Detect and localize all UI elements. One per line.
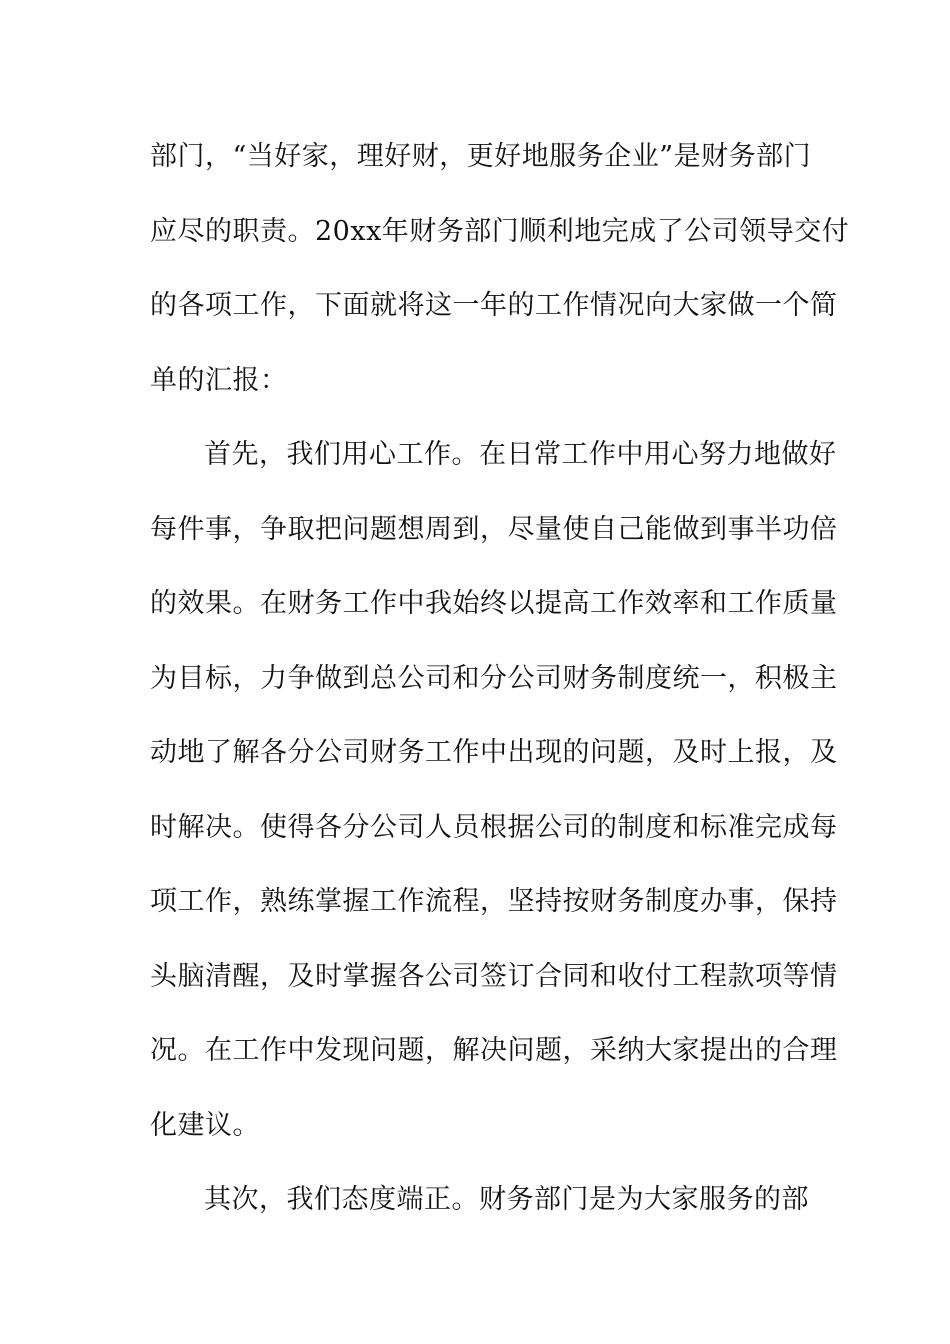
- text-line: 部门，“当好家，理好财，更好地服务企业”是财务部门: [150, 141, 812, 172]
- text-line: 应尽的职责。20xx年财务部门顺利地完成了公司领导交付: [150, 215, 850, 247]
- paragraph-first-line: 首先，我们用心工作。在日常工作中用心努力地做好: [204, 439, 837, 470]
- text-line: 动地了解各分公司财务工作中出现的问题，及时上报，及: [150, 737, 838, 768]
- text-line: 为目标，力争做到总公司和分公司财务制度统一，积极主: [150, 662, 838, 694]
- text-line: 单的汇报：: [150, 364, 288, 396]
- text-line: 的各项工作，下面就将这一年的工作情况向大家做一个简: [150, 290, 838, 321]
- text-line: 况。在工作中发现问题，解决问题，采纳大家提出的合理: [150, 1035, 838, 1066]
- text-line: 头脑清醒，及时掌握各公司签订合同和收付工程款项等情: [150, 960, 838, 992]
- text-line: 项工作，熟练掌握工作流程，坚持按财务制度办事，保持: [150, 886, 838, 917]
- document-body: [150, 120, 850, 1238]
- paragraph-first-line: 其次，我们态度端正。财务部门是为大家服务的部: [204, 1184, 809, 1215]
- text-line: 时解决。使得各分公司人员根据公司的制度和标准完成每: [150, 811, 838, 843]
- text-line: 的效果。在财务工作中我始终以提高工作效率和工作质量: [150, 588, 838, 619]
- text-line: 每件事，争取把问题想周到，尽量使自己能做到事半功倍: [150, 513, 838, 545]
- text-line: 化建议。: [150, 1109, 260, 1141]
